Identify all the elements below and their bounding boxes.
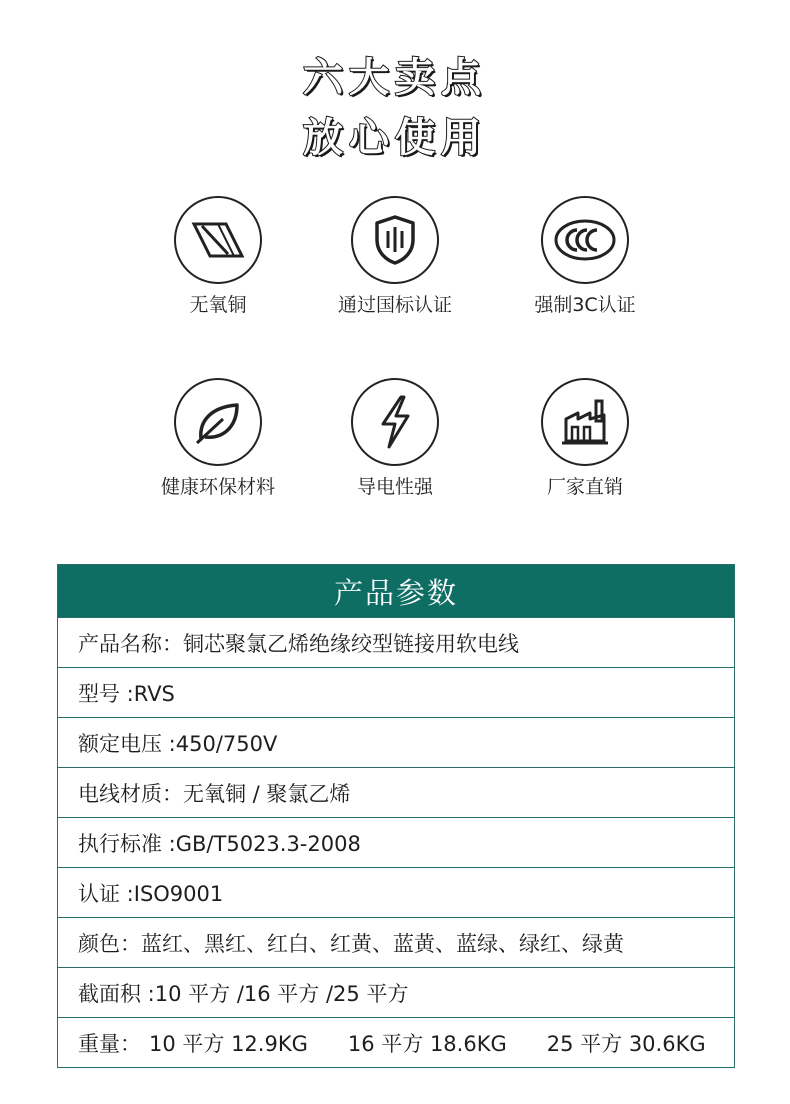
product-name: 产品名称：铜芯聚氯乙烯绝缘绞型链接用软电线 <box>78 631 519 656</box>
wire-material: 电线材质：无氧铜 / 聚氯乙烯 <box>78 781 351 806</box>
feature-label: 健康环保材料 <box>160 476 275 498</box>
leaf-icon <box>174 378 262 466</box>
cross-section: 截面积 :10 平方 /16 平方 /25 平方 <box>78 981 409 1006</box>
feature-national-standard <box>305 196 485 317</box>
table-row <box>58 917 734 967</box>
table-row <box>58 867 734 917</box>
feature-eco-material <box>128 378 308 499</box>
feature-label: 无氧铜 <box>189 294 247 316</box>
feature-3c-certification <box>495 196 675 317</box>
feature-conductivity <box>305 378 485 499</box>
headline-line-1: 六大卖点 <box>303 55 487 101</box>
ccc-certification-icon <box>541 196 629 284</box>
rated-voltage: 额定电压 :450/750V <box>78 731 278 756</box>
table-row-weight <box>58 1017 734 1067</box>
table-row <box>58 617 734 667</box>
certification: 认证 :ISO9001 <box>78 881 224 906</box>
feature-label: 通过国标认证 <box>337 294 452 316</box>
feature-factory-direct <box>495 378 675 499</box>
lightning-bolt-icon <box>351 378 439 466</box>
feature-label: 强制3C认证 <box>534 294 636 316</box>
weight-prefix: 重量： <box>78 1031 141 1056</box>
feature-label: 导电性强 <box>356 476 433 498</box>
shield-icon <box>351 196 439 284</box>
weight-16: 16 平方 18.6KG <box>347 1031 507 1056</box>
model: 型号 :RVS <box>78 681 175 706</box>
factory-icon <box>541 378 629 466</box>
cable-cross-section-icon <box>174 196 262 284</box>
weight-25: 25 平方 30.6KG <box>546 1031 706 1056</box>
table-title: 产品参数 <box>58 565 734 617</box>
feature-label: 厂家直销 <box>546 476 623 498</box>
weight-10: 10 平方 12.9KG <box>149 1031 308 1056</box>
execution-standard: 执行标准 :GB/T5023.3-2008 <box>78 831 361 856</box>
table-row <box>58 967 734 1017</box>
table-row <box>58 767 734 817</box>
feature-oxygen-free-copper <box>128 196 308 317</box>
colors: 颜色：蓝红、黑红、红白、红黄、蓝黄、蓝绿、绿红、绿黄 <box>78 931 624 956</box>
headline-line-2: 放心使用 <box>303 115 487 161</box>
table-row <box>58 717 734 767</box>
table-row <box>58 817 734 867</box>
product-parameters-table <box>57 564 735 1068</box>
table-row <box>58 667 734 717</box>
